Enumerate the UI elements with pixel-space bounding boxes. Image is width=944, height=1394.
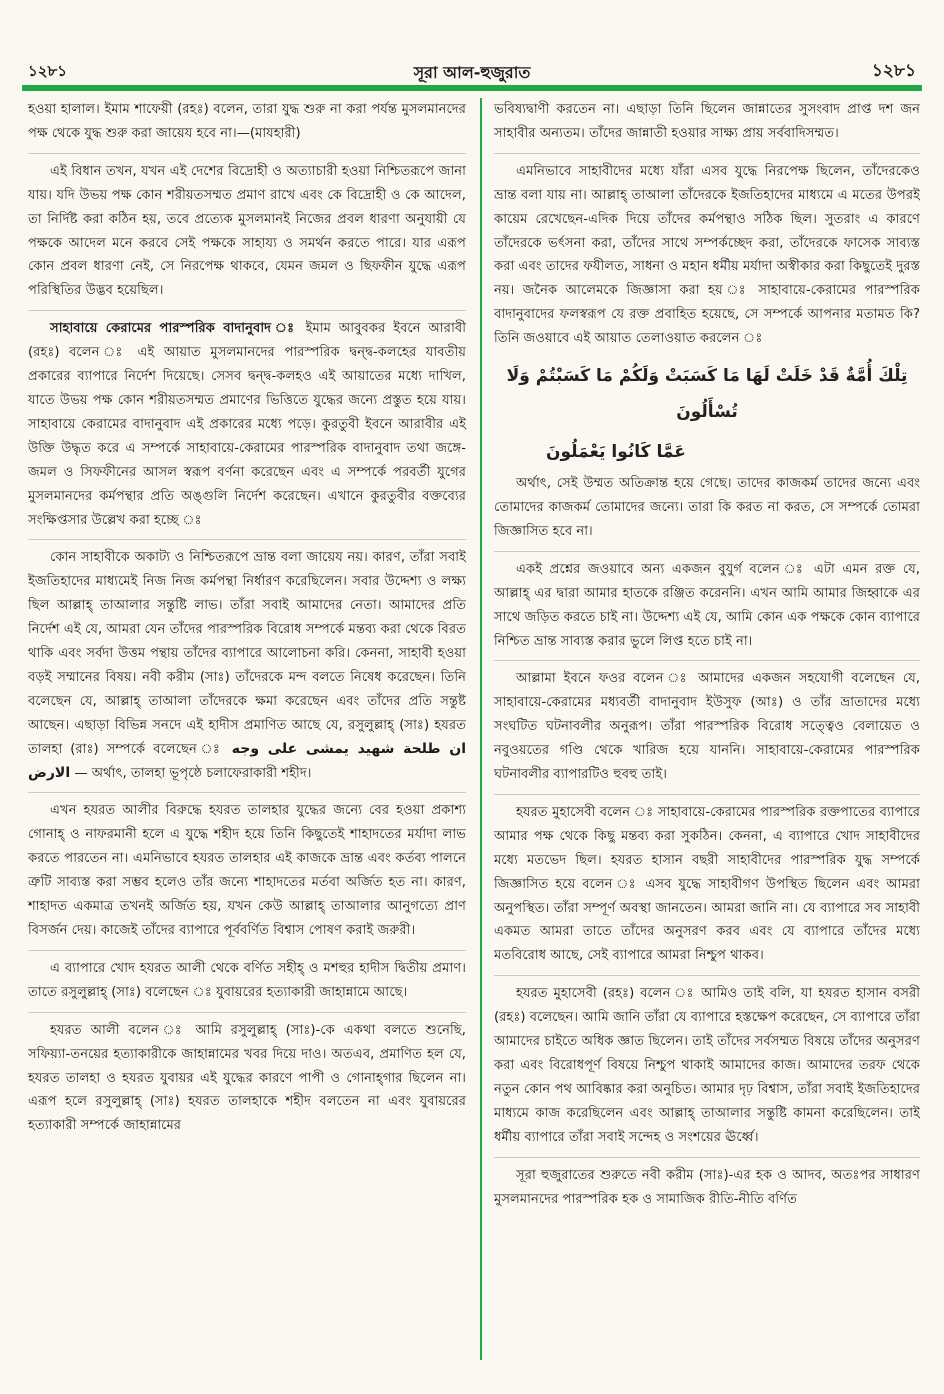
- section-heading: সাহাবায়ে কেরামের পারস্পরিক বাদানুবাদ ঃ: [50, 321, 298, 337]
- paragraph: এমনিভাবে সাহাবীদের মধ্যে যাঁরা এসব যুদ্ধে নিরপেক্ষ ছিলেন, তাঁদেরকেও ভ্রান্ত বলা যায় না। আল্লাহ্ তাআলা তাঁদেরকে ইজতিহাদের মাধ্যমে এ মতের উপরই কায়েম রেখেছেন-এদিক দিয়ে তাঁদের কর্মপন্থাও সঠিক ছিল। সুতরাং এ কারণে তাঁদেরকে ভর্ৎসনা করা, তাঁদের সাথে সম্পর্কচ্ছেদ করা, তাঁদেরকে ফাসেক সাব্যস্ত করা এবং তাদের ফযীলত, সাধনা ও মহান ধর্মীয় মর্যাদা অস্বীকার করা কিছুতেই দুরস্ত নয়। জনৈক আলেমকে জিজ্ঞাসা করা হয় ঃ সাহাবায়ে-কেরামের পারস্পরিক বাদানুবাদের ফলস্বরূপ যে রক্ত প্রবাহিত হয়েছে, সে সম্পর্কে আপনার মতামত কি? তিনি জওয়াবে এই আয়াত তেলাওয়াত করলেন ঃ: [494, 163, 920, 347]
- quran-verse-line-1: تِلْكَ أُمَّةٌ قَدْ خَلَتْ لَهَا مَا كَسَبَتْ وَلَكُمْ مَا كَسَبْتُمْ وَلَا تُسْأَلُونَ: [506, 366, 908, 423]
- paragraph-separator: [28, 310, 466, 311]
- paragraph-text: — অর্থাৎ, তালহা ভূপৃষ্ঠে চলাফেরাকারী শহীদ।: [74, 765, 312, 781]
- paragraph: [28, 546, 466, 785]
- paragraph-separator: [494, 660, 920, 661]
- paragraph-text: ইমাম আবুবকর ইবনে আরাবী (রহঃ) বলেন ঃ এই আয়াত মুসলমানদের পারস্পরিক দ্বন্দ্ব-কলহের যাবতীয় প্রকারের ব্যাপারে নির্দেশ দিয়েছে। সেসব দ্বন্দ্ব-কলহও এই আয়াতের মধ্যে দাখিল, যাতে উভয় পক্ষ কোন শরীয়তসম্মত প্রমাণের ভিত্তিতে যুদ্ধের জন্যে প্রস্তুত হয়ে যায়। সাহাবায়ে কেরামের বাদানুবাদ এই প্রকারের মধ্যে পড়ে। কুরতুবী ইবনে আরাবীর এই উক্তি উদ্ধৃত করে এ সম্পর্কে সাহাবায়ে-কেরামের পারস্পরিক বাদানুবাদ তথা জঙ্গে-জমল ও সিফফীনের আসল স্বরূপ বর্ণনা করেছেন এবং এ সম্পর্কে পরবর্তী যুগের মুসলমানদের কর্মপন্থার প্রতি অঙ্গুলি নির্দেশ করেছেন। এখানে কুরতুবীর বক্তব্যের সংক্ষিপ্তসার উল্লেখ করা হচ্ছে ঃ: [28, 321, 466, 528]
- page-number-right: ১২৮১: [871, 61, 916, 81]
- paragraph: অর্থাৎ, সেই উম্মত অতিক্রান্ত হয়ে গেছে। তাদের কাজকর্ম তাদের জন্যে এবং তোমাদের কাজকর্ম তোমাদের জন্যে। তারা কি করত না করত, সে সম্পর্কে তোমরা জিজ্ঞাসিত হবে না।: [494, 476, 920, 539]
- paragraph: ভবিষ্যদ্বাণী করতেন না। এছাড়া তিনি ছিলেন জান্নাতের সুসংবাদ প্রাপ্ত দশ জন সাহাবীর অন্যতম। তাঁদের জান্নাতী হওয়ার সাক্ষ্য প্রায় সর্ববাদিসম্মত।: [494, 102, 920, 141]
- running-title: সূরা আল-হুজুরাত: [413, 63, 531, 82]
- paragraph: সূরা হুজুরাতের শুরুতে নবী করীম (সাঃ)-এর হক ও আদব, অতঃপর সাধারণ মুসলমানদের পারস্পরিক হক ও সামাজিক রীতি-নীতি বর্ণিত: [494, 1167, 920, 1207]
- paragraph-separator: [494, 1157, 920, 1158]
- paragraph: এখন হযরত আলীর বিরুদ্ধে হযরত তালহার যুদ্ধের জন্যে বের হওয়া প্রকাশ্য গোনাহ্ ও নাফরমানী হলে এ যুদ্ধে শহীদ হয়ে তিনি কিছুতেই শাহাদতের মর্যাদা লাভ করতে পারতেন না। এমনিভাবে হযরত তালহার এই কাজকে ভ্রান্ত এবং কর্তব্য পালনে ত্রুটি সাব্যস্ত করা সম্ভব হলেও তাঁর জন্যে শাহাদতের মর্তবা অর্জিত হত না। কারণ, শাহাদত একমাত্র তখনই অর্জিত হয়, যখন কেউ আল্লাহ্ তাআলার আনুগত্যে প্রাণ বিসর্জন দেয়। কাজেই তাঁদের ব্যাপারে পূর্ববর্ণিত বিশ্বাস পোষণ করাই জরুরী।: [28, 803, 466, 938]
- paragraph: হওয়া হালাল। ইমাম শাফেয়ী (রহঃ) বলেন, তারা যুদ্ধ শুরু না করা পর্যন্ত মুসলমানদের পক্ষ থেকে যুদ্ধ শুরু করা জায়েয হবে না।—(মাযহারী): [28, 102, 466, 141]
- paragraph: হযরত মুহাসেবী বলেন ঃ সাহাবায়ে-কেরামের পারস্পরিক রক্তপাতের ব্যাপারে আমার পক্ষ থেকে কিছু মন্তব্য করা সুকঠিন। কেননা, এ ব্যাপারে খোদ সাহাবীদের মধ্যে মতভেদ ছিল। হযরত হাসান বছরী সাহাবীদের পারস্পরিক যুদ্ধ সম্পর্কে জিজ্ঞাসিত হয়ে বলেন ঃ এসব যুদ্ধে সাহাবীগণ উপস্থিত ছিলেন এবং আমরা অনুপস্থিত। তাঁরা সম্পূর্ণ অবস্থা জানতেন। আমরা জানি না। যে ব্যাপারে সব সাহাবী একমত আমরা তাতে তাঁদের অনুসরণ করব এবং যে ব্যাপারে তাঁদের মধ্যে মতবিরোধ আছে, সেই ব্যাপারে আমরা নিশ্চুপ থাকব।: [494, 804, 920, 964]
- page-number-left: ১২৮১: [28, 62, 67, 80]
- right-column: [494, 98, 920, 1218]
- paragraph-separator: [494, 794, 920, 795]
- paragraph: এ ব্যাপারে খোদ হযরত আলী থেকে বর্ণিত সহীহ্ ও মশহুর হাদীস দ্বিতীয় প্রমাণ। তাতে রসুলুল্লাহ্ (সাঃ) বলেছেন ঃ যুবায়রের হত্যাকারী জাহান্নামে আছে।: [28, 960, 466, 1000]
- paragraph: [28, 317, 466, 532]
- paragraph-separator: [28, 950, 466, 951]
- paragraph: আল্লামা ইবনে ফওর বলেন ঃ আমাদের একজন সহযোগী বলেছেন যে, সাহাবায়ে-কেরামের মধ্যবর্তী বাদানুবাদ ইউসুফ (আঃ) ও তাঁর ভ্রাতাদের মধ্যে সংঘটিত ঘটনাবলীর অনুরূপ। তাঁরা পারস্পরিক বিরোধ সত্ত্বেও বেলায়েত ও নবুওয়তের গণ্ডি থেকে খারিজ হয়ে যাননি। সাহাবায়ে-কেরামের পারস্পরিক ঘটনাবলীর ব্যাপারটিও হুবহু তাই।: [494, 671, 920, 783]
- header-rule: [22, 85, 922, 91]
- page-header: [22, 40, 922, 80]
- paragraph: একই প্রশ্নের জওয়াবে অন্য একজন বুযুর্গ বলেন ঃ এটা এমন রক্ত যে, আল্লাহ্ এর দ্বারা আমার হাতকে রঞ্জিত করেননি। এখন আমি আমার জিহ্বাকে এর সাথে জড়িত করতে চাই না। উদ্দেশ্য এই যে, আমি কোন এক পক্ষকে কোন ব্যাপারে নিশ্চিত ভ্রান্ত সাব্যস্ত করার ভুলে লিপ্ত হতে চাই না।: [494, 561, 920, 649]
- column-divider: [480, 98, 482, 1360]
- paragraph: হযরত আলী বলেন ঃ আমি রসুলুল্লাহ্ (সাঃ)-কে একথা বলতে শুনেছি, সফিয়্যা-তনয়ের হত্যাকারীকে জাহান্নামের খবর দিয়ে দাও। অতএব, প্রমাণিত হল যে, হযরত তালহা ও হযরত যুবায়র এই যুদ্ধের কারণে পাপী ও গোনাহ্গার ছিলেন না। এরূপ হলে রসুলুল্লাহ্ (সাঃ) হযরত তালহাকে শহীদ বলতেন না এবং যুবায়রের হত্যাকারী সম্পর্কে জাহান্নামের: [28, 1022, 466, 1134]
- paragraph-separator: [28, 1012, 466, 1013]
- paragraph-separator: [494, 975, 920, 976]
- paragraph-text: কোন সাহাবীকে অকাট্য ও নিশ্চিতরূপে ভ্রান্ত বলা জায়েয নয়। কারণ, তাঁরা সবাই ইজতিহাদের মাধ্যমেই নিজ নিজ কর্মপন্থা নির্ধারণ করেছিলেন। সবার উদ্দেশ্য ও লক্ষ্য ছিল আল্লাহ্ তাআলার সন্তুষ্টি লাভ। তাঁরা সবাই আমাদের নেতা। আমাদের প্রতি নির্দেশ এই যে, আমরা যেন তাঁদের পারস্পরিক বিরোধ সম্পর্কে মন্তব্য করা থেকে বিরত থাকি এবং সর্বদা উত্তম পন্থায় তাঁদের ব্যাপারে আলোচনা করি। কেননা, সাহাবী হওয়া বড়ই সম্মানের বিষয়। নবী করীম (সাঃ) তাঁদেরকে মন্দ বলতে নিষেধ করেছেন। তিনি বলেছেন যে, আল্লাহ্ তাআলা তাঁদেরকে ক্ষমা করেছেন এবং তাঁদের প্রতি সন্তুষ্ট আছেন। এছাড়া বিভিন্ন সনদে এই হাদীস প্রমাণিত আছে যে, রসুলুল্লাহ্ (সাঃ) হযরত তালহা (রাঃ) সম্পর্কে বলেছেন ঃ: [28, 550, 466, 757]
- paragraph: এই বিধান তখন, যখন এই দেশের বিদ্রোহী ও অত্যাচারী হওয়া নিশ্চিতরূপে জানা যায়। যদি উভয় পক্ষ কোন শরীয়তসম্মত প্রমাণ রাখে এবং কে বিদ্রোহী ও কে আদেল, তা নির্দিষ্ট করা কঠিন হয়, তবে প্রত্যেক মুসলমানই নিজের প্রবল ধারণা অনুযায়ী যে পক্ষকে আদেল মনে করবে সেই পক্ষকে সাহায্য ও সমর্থন করতে পারে। যার এরূপ কোন প্রবল ধারণা নেই, সে নিরপেক্ষ থাকবে, যেমন জমল ও ছিফফীন যুদ্ধে এরূপ পরিস্থিতির উদ্ভব হয়েছিল।: [28, 163, 466, 299]
- quran-verse-line-2: عَمَّا كَانُوا يَعْمَلُونَ: [546, 442, 686, 463]
- paragraph-separator: [494, 153, 920, 154]
- left-column: [28, 98, 466, 1145]
- paragraph-separator: [28, 792, 466, 793]
- paragraph-separator: [28, 539, 466, 540]
- paragraph-separator: [28, 153, 466, 154]
- paragraph-separator: [494, 551, 920, 552]
- paragraph: হযরত মুহাসেবী (রহঃ) বলেন ঃ আমিও তাই বলি, যা হযরত হাসান বসরী (রহঃ) বলেছেন। আমি জানি তাঁরা যে ব্যাপারে হস্তক্ষেপ করেছেন, সে ব্যাপারে তাঁরা আমাদের চাইতে অধিক জ্ঞাত ছিলেন। তাই তাঁদের সর্বসম্মত বিষয়ে তাঁদের অনুসরণ করা এবং বিরোধপূর্ণ বিষয়ে নিশ্চুপ থাকাই আমাদের কাজ। আমাদের তরফ থেকে নতুন কোন পথ আবিষ্কার করা অনুচিত। আমার দৃঢ় বিশ্বাস, তাঁরা সবাই ইজতিহাদের মাধ্যমে কাজ করেছিলেন এবং আল্লাহ্ তাআলার সন্তুষ্টি কামনা করেছিলেন। তাই ধর্মীয় ব্যাপারে তাঁরা সবাই সন্দেহ ও সংশয়ের ঊর্ধ্বে।: [494, 986, 920, 1145]
- arabic-quote: ان طلحة شهيد يمشى على وجه الارض: [28, 740, 466, 781]
